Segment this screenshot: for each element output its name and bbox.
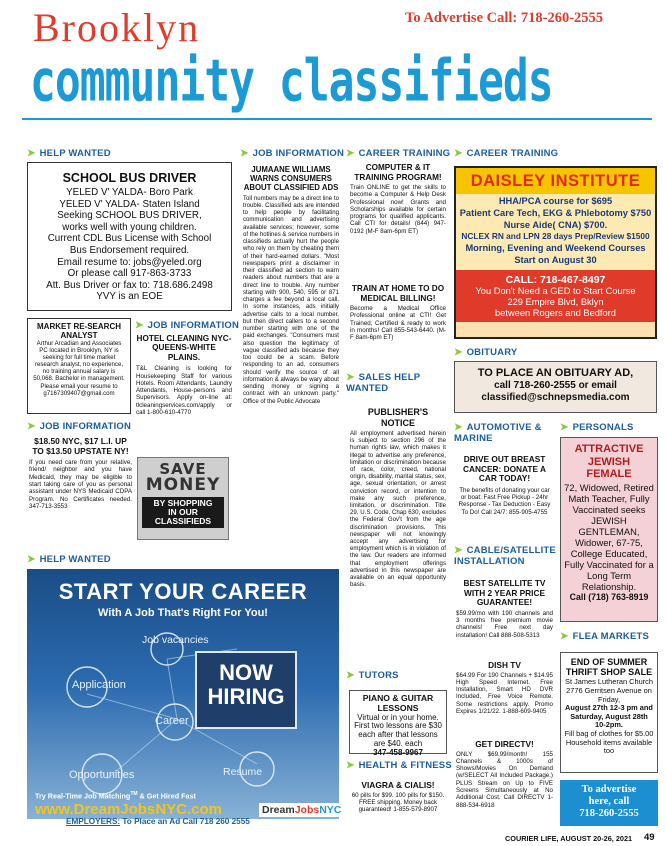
piano-body: Virtual or in your home. First two lessons are $30 each after that lessons are $40. each [354,712,442,748]
section-job-information-3: ➤ JOB INFORMATION [27,421,132,432]
bus-driver-title: SCHOOL BUS DRIVER [62,171,197,185]
advertise-line1: To advertise [581,784,637,795]
advertise-line2: here, call [588,796,630,807]
chevron-right-icon: ➤ [135,320,144,331]
advertise-box [560,780,658,826]
viagra-body: 60 pills for $99. 100 pills for $150. FREE shipping. Money back guaranteed! 1-855-579-8907 [351,791,445,814]
directv-title: GET DIRECTV! [475,739,534,749]
dreamjobs-ad [27,569,342,829]
footer-dateline: COURIER LIFE, AUGUST 20-26, 2021 [505,834,633,843]
upstate-ad [29,437,132,510]
chevron-right-icon: ➤ [454,422,463,433]
jumaane-notice [243,165,339,406]
chevron-right-icon: ➤ [346,670,355,681]
piano-title: PIANO & GUITAR LESSONS [362,693,434,713]
thrift-dates: August 27th 12-3 pm and Saturday, August 28th 10-2pm. [565,703,653,730]
section-help-wanted: ➤ HELP WANTED [27,148,111,159]
career-tagline: Try Real-Time Job Matching™ & Get Hired Fast [35,791,196,801]
bus-driver-line: Att. Bus Driver or fax to: 718.686.2498 [46,279,213,291]
bus-driver-line: Or please call 917-863-3733 [67,268,192,280]
daisley-line: NCLEX RN and LPN 28 days Prep/Review $1500 [461,231,650,242]
thrift-title: END OF SUMMER THRIFT SHOP SALE [565,657,653,678]
dish-tv-ad [456,661,553,715]
bus-driver-line: Bus Endorsement required. [69,244,190,256]
computer-title: COMPUTER & IT TRAINING PROGRAM! [354,163,442,182]
daisley-name: DAISLEY INSTITUTE [456,168,655,194]
chevron-right-icon: ➤ [27,148,36,159]
breast-cancer-ad [456,455,553,516]
viagra-title: VIAGRA & CIALIS! [361,780,435,790]
section-career-training-2: ➤ CAREER TRAINING [454,148,559,159]
personals-call: Call (718) 763-8919 [569,591,649,602]
chevron-right-icon: ➤ [454,347,463,358]
section-job-information-2: ➤ JOB INFORMATION [135,320,240,331]
section-career-training: ➤ CAREER TRAINING [346,148,451,159]
bubble-resume: Resume [223,766,263,778]
chevron-right-icon: ➤ [454,545,463,556]
bus-driver-line: YELED V' YALDA- Staten Island [59,198,200,210]
daisley-call: CALL: 718-467-8497 [505,273,606,286]
directv-ad [456,740,553,809]
now-label: NOW [219,660,273,685]
page-number: 49 [644,832,655,843]
chevron-right-icon: ➤ [27,421,36,432]
bubble-application: Application [72,679,126,691]
save-money-line: SAVE [159,460,207,478]
daisley-line: HHA/PCA course for $695 [498,196,613,206]
breast-cancer-body: The benefits of donating your car or boat: Fast Free Pickup - 24hr Response - Tax Deduction - Easy To Do! Call 24/7: 855-905-4755 [458,486,551,516]
employers-line: EMPLOYERS: To Place an Ad Call 718 260 2555 [66,817,250,826]
dreamjobs-logo: DreamJobsNYC [259,803,344,817]
bubble-job-vacancies: Job vacancies [142,634,209,646]
jumaane-title: JUMAANE WILLIAMS WARNS CONSUMERS ABOUT CLASSIFIED ADS [243,165,339,193]
chevron-right-icon: ➤ [240,148,249,159]
piano-ad [349,690,447,758]
hiring-label: HIRING [207,684,285,709]
save-money-graphic [137,457,229,540]
bus-driver-ad [27,162,232,311]
chevron-right-icon: ➤ [346,372,355,383]
computer-training-ad [350,163,446,235]
section-automotive: ➤ AUTOMOTIVE & MARINE [454,422,542,444]
hotel-title: HOTEL CLEANING NYC- QUEENS-WHITE PLAINS. [136,334,232,362]
hotel-body: T&L Cleaning is looking for Housekeeping Staff for various Hotels. Room Attendants, Laundry Attendants, House-persons and Supervisors. Apply on-line at: tlcleaningservices.com/apply or call 1-800-610-4770 [136,365,232,416]
daisley-line: Start on August 30 [514,254,597,265]
thrift-body1: St James Lutheran Church 2776 Gerritsen Avenue on Friday, [565,677,653,704]
directv-body: ONLY $69.99/month! 155 Channels & 1000s of Shows/Movies On Demand (w/SELECT All Included Package.) PLUS Stream on Up to FIVE Screens Simultaneously at No Additional Cost. Call DIRECTV 1-888-534-6918 [456,750,553,809]
bus-driver-line: Seeking SCHOOL BUS DRIVER, [57,210,202,222]
career-url[interactable]: www.DreamJobsNYC.com [35,801,222,818]
save-money-line: MONEY [145,475,221,495]
section-health-fitness: ➤ HEALTH & FITNESS [346,760,452,771]
upstate-body: If you need care from your relative, friend/ neighbor and you have Medicaid, they may be eligible to start taking care of you as personal assistant under NYS Medicaid CDPA Program. No Certificates needed. 347-713-3553 [29,459,132,510]
chevron-right-icon: ➤ [454,148,463,159]
bus-driver-line: Current CDL Bus License with School [47,233,212,245]
header-rule [22,118,652,120]
satellite-ad [456,579,553,639]
obituary-ad [454,361,657,413]
daisley-address: 229 Empire Blvd, Bklyn [507,296,604,307]
advertise-call: To Advertise Call: 718-260-2555 [405,10,604,26]
computer-body: Train ONLINE to get the skills to become a Computer & Help Desk Professional now! Grants and Scholarships available for certain programs for qualified applicants. Call CTI for details! (844) 947-0192 (M-F 8am-6pm ET) [350,184,446,235]
upstate-title: $18.50 NYC, $17 L.I. UP TO $13.50 UPSTATE NY! [32,436,129,456]
medical-title: TRAIN AT HOME TO DO MEDICAL BILLING! [351,284,445,303]
section-job-information: ➤ JOB INFORMATION [240,148,345,159]
medical-billing-ad [350,284,446,341]
section-sales-help: ➤ SALES HELP WANTED [346,372,421,394]
market-research-title: MARKET RE-SEARCH ANALYST [37,322,121,340]
dish-body: $64.99 For 190 Channels + $14.95 High Speed Internet. Free Installation, Smart HD DVR Included, Free Voice Remote. Some restrictions apply. Promo Expires 1/21/22. 1-888-609-9405 [456,671,553,716]
satellite-title: BEST SATELLITE TV WITH 2 YEAR PRICE GUARANTEE! [463,578,546,608]
bus-driver-line: works well with young children. [62,221,197,233]
breast-cancer-title: DRIVE OUT BREAST CANCER: DONATE A CAR TODAY! [463,454,546,484]
viagra-ad [350,781,446,813]
hotel-cleaning-ad [136,334,232,416]
publishers-notice [350,407,446,588]
daisley-line: Patient Care Tech, EKG & Phlebotomy $750 [459,207,652,218]
now-hiring-sign [195,651,297,729]
bus-driver-line: YELED V' YALDA- Boro Park [66,187,193,198]
obituary-line1: TO PLACE AN OBITUARY AD, [477,367,634,379]
chevron-right-icon: ➤ [560,631,569,642]
save-money-line: BY SHOPPING [153,498,213,508]
section-cable: ➤ CABLE/SATELLITE INSTALLATION [454,545,556,567]
bubble-opportunities: Opportunities [69,769,135,781]
jumaane-body: Toll numbers may be a direct line to trouble. Classified ads are intended to help people by facilitating communication and advertising available services; however, some of the hotlines & service numbers in classifieds actually hurt the people who rely on them by cheating them of their hard-earned dollars. "Most newspapers print a disclaimer in their classified ad section to warn readers about numbers that are a direct line to trouble. Any number starting with 900, 540, 595 or 871 charges a fee beyond a local call. In some instances, ads initially advertise calls to a local number, but then direct callers to a second number starting with one of the paid exchanges. "Consumers must also question the legitimacy of vague classified ads because they too could be a scam. Before responding to an ad, consumers should verify the source of all information & always be wary about sending money or signing a contract with an unknown party." Office of the Public Advocate [243,195,339,405]
publisher-body: All employment advertised herein is subject to section 296 of the human rights law, which makes it illegal to advertise any preference, limitation or discrimination because of race, color, creed, national origin, disability, marital status, sex, age, sexual orientation, or arrest conviction record, or intention to make any such preference, limitation, or discrimination. Title 29, U.S. Code, Chap 630, excludes the Federal Gov't from the age discrimination provisions. This newspaper will not knowingly accept any advertising for employment which is in violation of the law. Our readers are informed that employment offerings advertised in this newspaper are available on an equal opportunity basis. [350,430,446,589]
career-sub: With A Job That's Right For You! [98,607,268,619]
bus-driver-line: Email resume to: jobs@yeled.org [57,256,202,268]
section-flea-markets: ➤ FLEA MARKETS [560,631,650,642]
section-help-wanted-2: ➤ HELP WANTED [27,554,111,565]
daisley-between: between Rogers and Bedford [495,307,616,318]
market-research-ad [27,318,131,414]
section-personals: ➤ PERSONALS [560,422,634,433]
satellite-body: $59.99/mo with 190 channels and 3 months free premium movie channels! Free next day installation! Call 888-508-5313 [456,609,553,639]
market-research-body: Arthur Arcadian and Associates PC located in Brooklyn, NY is seeking for full time market research analyst, no experience, no training annual salary is 50,068. Bachelor in management. Please email your resume to g7167309407@gmail.com [33,340,125,397]
brand-top: Brooklyn [33,5,201,50]
daisley-ged: You Don't Need a GED to Start Course [475,285,636,296]
advertise-line3: 718-260-2555 [579,808,639,819]
personals-title: ATTRACTIVE JEWISH FEMALE [574,443,644,480]
personals-ad [560,437,658,622]
chevron-right-icon: ➤ [27,554,36,565]
thrift-body2: Fill bag of clothes for $5.00 Household items available too [564,728,654,756]
bubble-career: Career [155,715,189,727]
section-tutors: ➤ TUTORS [346,670,399,681]
section-obituary: ➤ OBITUARY [454,347,518,358]
dish-title: DISH TV [488,660,521,670]
save-money-line: CLASSIFIEDS [154,516,212,526]
publisher-title: PUBLISHER'S NOTICE [367,407,429,428]
chevron-right-icon: ➤ [346,760,355,771]
daisley-line: Nurse Aide( CNA) $700. [503,219,608,230]
daisley-institute-ad [454,166,657,339]
medical-body: Become a Medical Office Professional online at CTI! Get Trained, Certified & ready to work in months! Call 855-543-6440. (M-F 8am-6pm ET) [350,305,446,342]
chevron-right-icon: ➤ [346,148,355,159]
thrift-shop-ad [560,652,658,773]
personals-body: 72, Widowed, Retired Math Teacher, Fully Vaccinated seeks JEWISH GENTLEMAN, Widower, 67-75, College Educated, Fully Vaccinated for a Long Term Relationship. [564,481,654,592]
bus-driver-line: YVY is an EOE [96,291,163,303]
obituary-line2: call 718-260-2555 or email [494,380,617,391]
obituary-line3: classified@schnepsmedia.com [481,392,630,403]
career-headline: START YOUR CAREER [58,579,308,604]
daisley-line: Morning, Evening and Weekend Courses [465,243,646,254]
brand-main: community classifieds [30,48,553,116]
save-money-line: IN OUR [168,507,198,517]
chevron-right-icon: ➤ [560,422,569,433]
piano-phone: 347-458-9967 [373,748,423,758]
